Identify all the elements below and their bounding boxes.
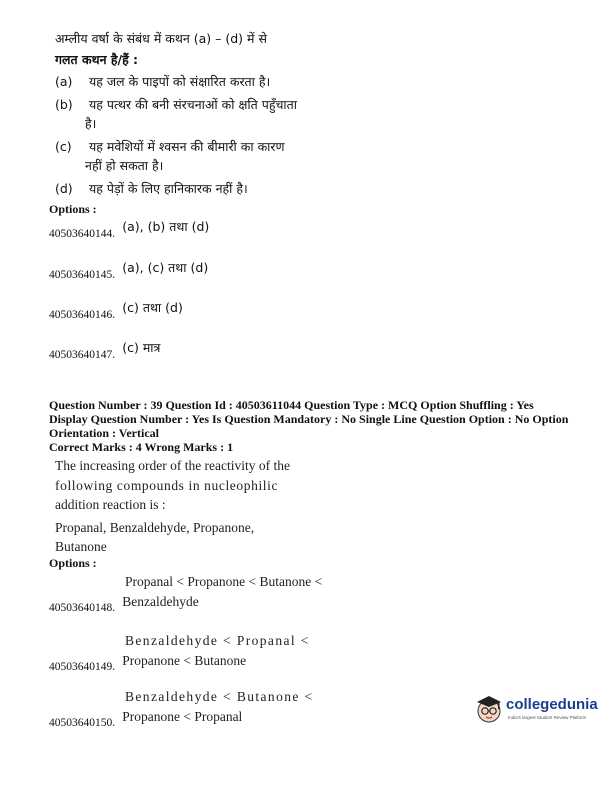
- option-id: 40503640148.: [49, 602, 116, 614]
- q38-options-label: Options :: [49, 202, 97, 216]
- option-text: Benzaldehyde: [122, 594, 199, 609]
- q39-option-2-line1: Benzaldehyde < Propanal <: [125, 633, 310, 648]
- q38-option-2[interactable]: [49, 260, 209, 282]
- q39-option-1-line1: Propanal < Propanone < Butanone <: [125, 574, 323, 589]
- q39-stem-line2: following compounds in nucleophilic: [55, 478, 279, 493]
- q39-option-3-line1: Benzaldehyde < Butanone <: [125, 689, 314, 704]
- q38-option-1[interactable]: [49, 219, 210, 241]
- collegedunia-logo: [472, 690, 598, 730]
- statement-label: (b): [55, 97, 73, 112]
- q38-statement-b: [55, 94, 297, 115]
- q39-meta-line3: Orientation : Vertical: [49, 426, 159, 440]
- q38-statement-d: [55, 178, 248, 199]
- q38-statement-a: [55, 71, 270, 92]
- option-text: Propanone < Butanone: [122, 653, 247, 668]
- q38-statement-c: [55, 136, 285, 157]
- option-text: (a), (b) तथा (d): [122, 219, 210, 234]
- q39-option-2[interactable]: [49, 655, 246, 674]
- statement-text: यह पेड़ों के लिए हानिकारक नहीं है।: [88, 181, 248, 196]
- q38-stem-line1: अम्लीय वर्षा के संबंध में कथन (a) – (d) में से: [55, 31, 267, 46]
- q38-statement-b-cont: है।: [85, 116, 97, 131]
- option-id: 40503640150.: [49, 717, 116, 729]
- q39-marks: Correct Marks : 4 Wrong Marks : 1: [49, 440, 234, 454]
- option-id: 40503640147.: [49, 349, 116, 361]
- q38-statement-c-cont: नहीं हो सकता है।: [85, 158, 164, 173]
- option-text: (c) तथा (d): [122, 300, 183, 315]
- option-text: Propanone < Propanal: [122, 709, 243, 724]
- statement-text: यह मवेशियों में श्वसन की बीमारी का कारण: [88, 139, 285, 154]
- q38-option-3[interactable]: [49, 300, 183, 322]
- student-mascot-icon: [472, 692, 506, 726]
- q39-options-label: Options :: [49, 556, 97, 570]
- statement-label: (a): [55, 74, 73, 89]
- option-text: (a), (c) तथा (d): [122, 260, 209, 275]
- option-id: 40503640144.: [49, 228, 116, 240]
- option-text: (c) मात्र: [122, 340, 161, 355]
- q39-option-1[interactable]: [49, 596, 199, 615]
- statement-label: (d): [55, 181, 73, 196]
- brand-tagline: India's largest Student Review Platform: [508, 715, 587, 720]
- statement-label: (c): [55, 139, 72, 154]
- q39-compounds-line2: Butanone: [55, 539, 107, 554]
- q39-meta-line2: Display Question Number : Yes Is Question Mandatory : No Single Line Question Option : No Option: [49, 412, 569, 426]
- statement-text: यह पत्थर की बनी संरचनाओं को क्षति पहुँचाता: [88, 97, 298, 112]
- q38-option-4[interactable]: [49, 340, 161, 362]
- option-id: 40503640146.: [49, 309, 116, 321]
- option-id: 40503640145.: [49, 269, 116, 281]
- q39-stem-line1: The increasing order of the reactivity of the: [55, 458, 291, 473]
- brand-name: collegedunia: [506, 696, 598, 713]
- q39-stem-line3: addition reaction is :: [55, 497, 166, 512]
- q39-meta-line1: Question Number : 39 Question Id : 40503611044 Question Type : MCQ Option Shuffling : Yes: [49, 398, 534, 412]
- q38-stem-line2: गलत कथन है/हैं :: [55, 52, 139, 67]
- q39-compounds-line1: Propanal, Benzaldehyde, Propanone,: [55, 520, 255, 535]
- statement-text: यह जल के पाइपों को संक्षारित करता है।: [88, 74, 271, 89]
- q39-option-3[interactable]: [49, 711, 242, 730]
- option-id: 40503640149.: [49, 661, 116, 673]
